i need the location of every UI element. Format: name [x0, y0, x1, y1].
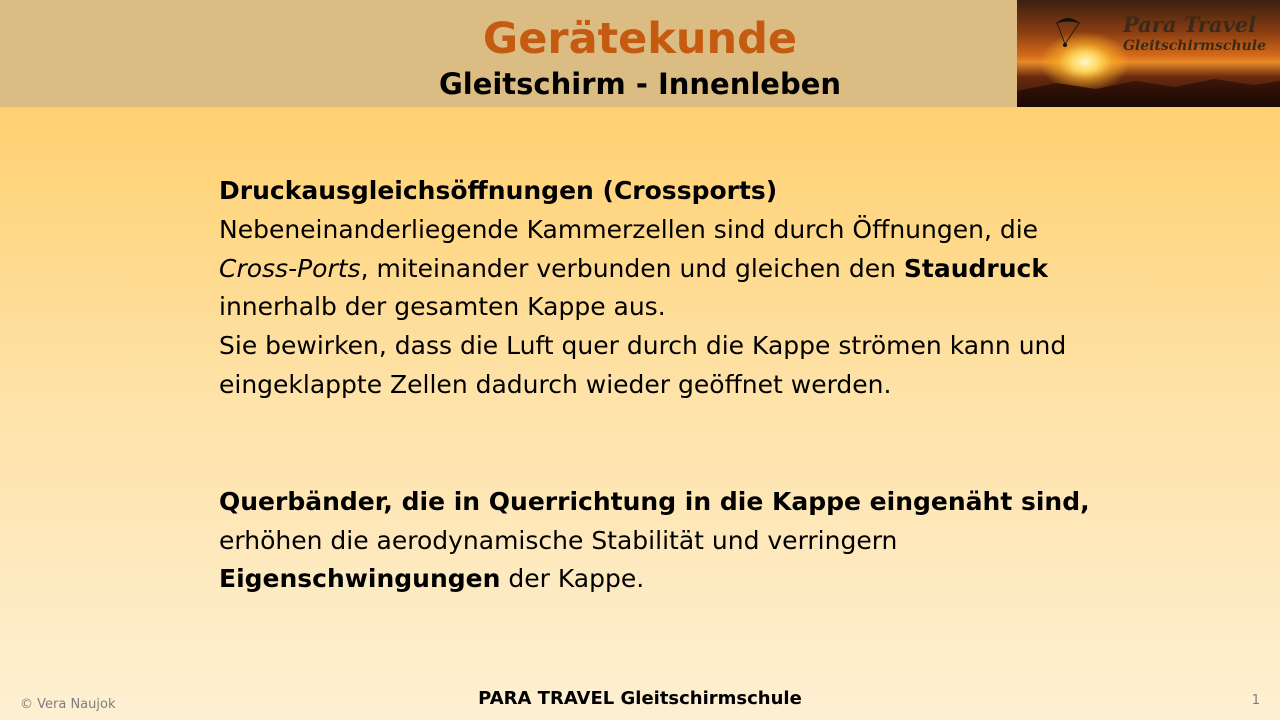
section2-text-2: der Kappe.	[500, 564, 645, 594]
page-number: 1	[1251, 693, 1260, 708]
paraglider-icon	[1053, 14, 1083, 50]
slide-content	[219, 172, 1119, 599]
section1-italic: Cross-Ports	[219, 253, 361, 283]
section1-bold: Staudruck	[903, 253, 1048, 283]
section2-bold: Eigenschwingungen	[219, 564, 501, 594]
section-spacer	[219, 405, 1119, 483]
hill-silhouette	[1017, 67, 1280, 107]
slide-subtitle: Gleitschirm - Innenleben	[438, 67, 842, 101]
section2-paragraph	[219, 483, 1119, 599]
logo-brand-sub: Gleitschirmschule	[1122, 38, 1266, 54]
section1-text-2: , miteinander verbunden und gleichen den	[360, 253, 904, 283]
section1-paragraph-2: Sie bewirken, dass die Luft quer durch die Kappe strömen kann und eingeklappte Zellen dadurch wieder geöffnet werden.	[219, 331, 1067, 399]
section1-text-3: innerhalb der gesamten Kappe aus.	[219, 292, 666, 322]
paraglider-logo-icon	[1017, 0, 1280, 107]
logo-brand	[1123, 12, 1266, 54]
footer-school-name: PARA TRAVEL Gleitschirmschule	[478, 688, 802, 709]
section2-text-1: erhöhen die aerodynamische Stabilität und verringern	[219, 525, 898, 555]
section1-heading: Druckausgleichsöffnungen (Crossports)	[219, 176, 778, 205]
logo-brand-name: Para Travel	[1122, 12, 1257, 37]
section2-heading: Querbänder, die in Querrichtung in die Kappe eingenäht sind,	[219, 486, 1090, 516]
slide-title: Gerätekunde	[482, 14, 798, 64]
section1-paragraph	[219, 211, 1119, 327]
copyright-note: © Vera Naujok	[20, 697, 116, 712]
section1-text-1: Nebeneinanderliegende Kammerzellen sind durch Öffnungen, die	[219, 214, 1039, 244]
